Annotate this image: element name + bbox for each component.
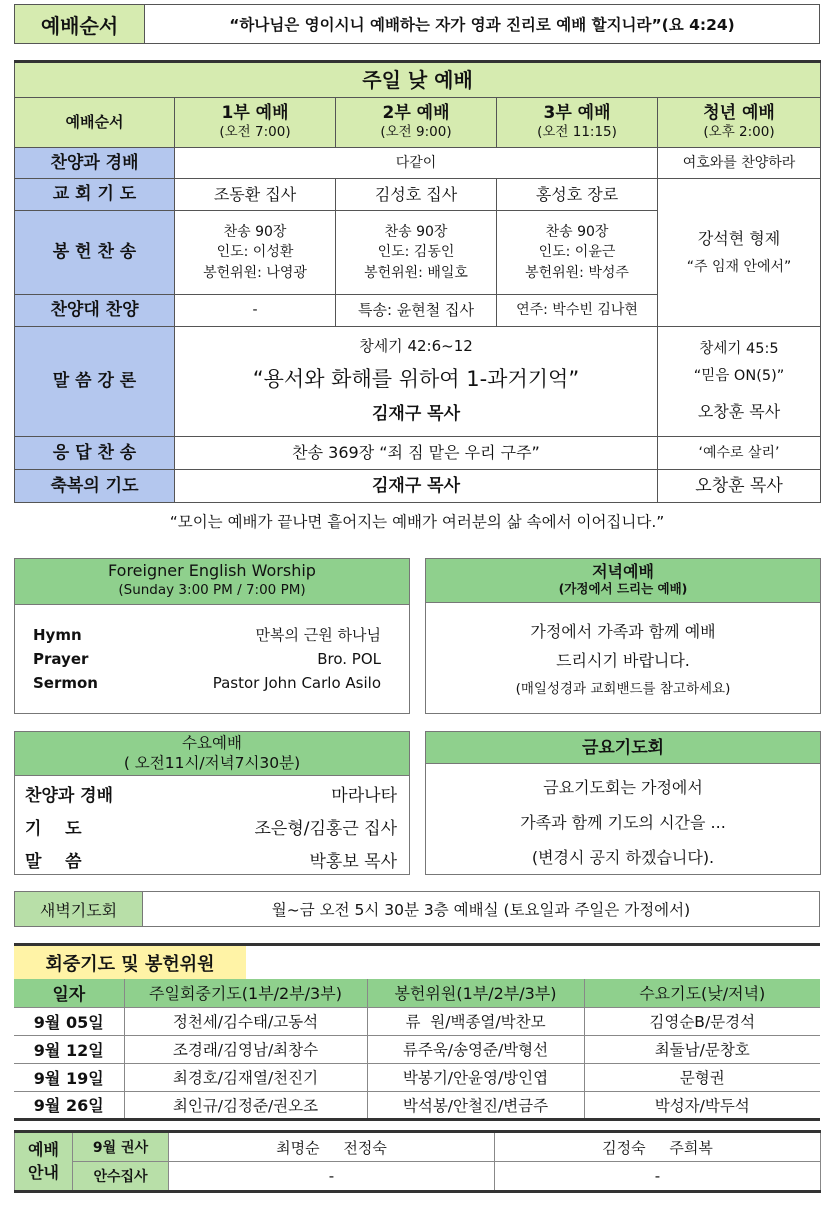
header-offering: 봉헌위원(1부/2부/3부): [367, 979, 584, 1007]
table-row: 9월 12일 조경래/김영남/최창수 류주욱/송영준/박형선 최둘남/문창호: [14, 1035, 820, 1063]
service-header-youth: 청년 예배 (오후 2:00): [658, 98, 821, 148]
blessing-youth: 오창훈 목사: [658, 470, 821, 503]
header-label: 예배순서: [15, 5, 145, 43]
sermon-main: [175, 327, 658, 437]
wednesday-worship-title: 수요예배: [182, 734, 242, 752]
english-item-hymn: Hymn 만복의 근원 하나님: [33, 626, 381, 644]
offering-youth: 강석현 형제 “주 임재 안에서”: [658, 179, 821, 327]
choir-service-3: 연주: 박수빈 김나현: [497, 295, 658, 327]
evening-worship-box: [425, 558, 821, 714]
praise-main: 다같이: [175, 148, 658, 179]
guide-row1-a: 최명순 전정숙: [169, 1132, 495, 1162]
offering-service-1: 찬송 90장 인도: 이성환 봉헌위원: 나영광: [175, 211, 336, 295]
evening-worship-header: [426, 559, 820, 603]
closing-quote: “모이는 예배가 끝나면 흩어지는 예배가 여러분의 삶 속에서 이어집니다.”: [169, 513, 665, 531]
friday-prayer-title: 금요기도회: [426, 732, 820, 764]
sermon-title: “용서와 화해를 위하여 1-과거기억”: [252, 366, 580, 391]
praise-youth: 여호와를 찬양하라: [658, 148, 821, 179]
evening-worship-title: 저녁예배: [592, 562, 654, 581]
english-item-prayer: Prayer Bro. POL: [33, 650, 381, 668]
english-worship-title: Foreigner English Worship: [108, 561, 316, 580]
sunday-service-table: [14, 60, 821, 503]
worship-guide-label: 예배 안내: [15, 1132, 73, 1192]
prayer-service-3: 홍성호 장로: [497, 179, 658, 211]
wednesday-item-praise: 찬양과 경배 마라나타: [25, 786, 397, 806]
evening-line-3: (매일성경과 교회밴드를 참고하세요): [515, 681, 731, 697]
response-youth: ‘예수로 살리’: [658, 437, 821, 470]
friday-line-1: 금요기도회는 가정에서: [543, 778, 703, 797]
evening-line-2: 드리시기 바랍니다.: [556, 651, 690, 670]
prayer-service-2: 김성호 집사: [336, 179, 497, 211]
header-sunday-prayer: 주일회중기도(1부/2부/3부): [124, 979, 367, 1007]
sermon-preacher: 김재구 목사: [371, 404, 461, 425]
table-row: 9월 26일 최인규/김정준/권오조 박석봉/안철진/변금주 박성자/박두석: [14, 1091, 820, 1119]
offering-service-3: 찬송 90장 인도: 이윤근 봉헌위원: 박성주: [497, 211, 658, 295]
prayer-section-title: 회중기도 및 봉헌위원: [14, 946, 246, 979]
table-row: 9월 05일 정천세/김수태/고동석 류 원/백종열/박찬모 김영순B/문경석: [14, 1007, 820, 1035]
offering-service-2: 찬송 90장 인도: 김동인 봉헌위원: 배일호: [336, 211, 497, 295]
header-verse: “하나님은 영이시니 예배하는 자가 영과 진리로 예배 할지니라”(요 4:24): [229, 16, 735, 34]
sunday-title: 주일 낮 예배: [15, 62, 821, 98]
friday-line-3: (변경시 공지 하겠습니다).: [531, 848, 715, 867]
prayer-committee-table: [14, 979, 820, 1121]
evening-worship-subtitle: (가정에서 드리는 예배): [558, 581, 688, 597]
guide-row2-label: 안수집사: [73, 1162, 169, 1192]
friday-prayer-box: [425, 731, 821, 875]
evening-line-1: 가정에서 가족과 함께 예배: [530, 622, 716, 641]
row-label-praise: 찬양과 경배: [15, 148, 175, 179]
blessing-main: 김재구 목사: [175, 470, 658, 503]
dawn-prayer-text: 월~금 오전 5시 30분 3층 예배실 (토요일과 주일은 가정에서): [271, 901, 691, 919]
dawn-prayer-label: 새벽기도회: [15, 892, 143, 926]
guide-row1-label: 9월 권사: [73, 1132, 169, 1162]
worship-guide-table: [14, 1130, 821, 1193]
wednesday-item-prayer: 기 도 조은형/김홍근 집사: [25, 819, 397, 839]
dawn-prayer-bar: [14, 891, 820, 927]
prayer-section-header: [14, 943, 820, 979]
friday-line-2: 가족과 함께 기도의 시간을 ...: [520, 813, 726, 832]
guide-row2-a: -: [169, 1162, 495, 1192]
response-main: 찬송 369장 “죄 짐 맡은 우리 구주”: [175, 437, 658, 470]
choir-service-2: 특송: 윤현철 집사: [336, 295, 497, 327]
row-label-choir: 찬양대 찬양: [15, 295, 175, 327]
row-label-blessing: 축복의 기도: [15, 470, 175, 503]
service-header-1: 1부 예배 (오전 7:00): [175, 98, 336, 148]
wednesday-worship-header: [15, 732, 409, 776]
sermon-youth: 창세기 45:5 “믿음 ON(5)” 오창훈 목사: [658, 327, 821, 437]
wednesday-worship-time: ( 오전11시/저녁7시30분): [123, 754, 301, 773]
service-header-2: 2부 예배 (오전 9:00): [336, 98, 497, 148]
prayer-service-1: 조동환 집사: [175, 179, 336, 211]
header-wednesday-prayer: 수요기도(낮/저녁): [584, 979, 820, 1007]
header-bar: [14, 4, 820, 44]
guide-row1-b: 김정숙 주희복: [495, 1132, 821, 1162]
order-corner-label: 예배순서: [15, 98, 175, 148]
row-label-sermon: 말 씀 강 론: [15, 327, 175, 437]
table-row: 9월 19일 최경호/김재열/천진기 박봉기/안윤영/방인엽 문형권: [14, 1063, 820, 1091]
english-item-sermon: Sermon Pastor John Carlo Asilo: [33, 674, 381, 692]
english-worship-header: [15, 559, 409, 605]
header-date: 일자: [14, 979, 124, 1007]
service-header-3: 3부 예배 (오전 11:15): [497, 98, 658, 148]
table-header-row: [14, 979, 820, 1007]
guide-row2-b: -: [495, 1162, 821, 1192]
english-worship-time: (Sunday 3:00 PM / 7:00 PM): [118, 581, 306, 598]
row-label-response: 응 답 찬 송: [15, 437, 175, 470]
row-label-prayer: 교 회 기 도: [15, 179, 175, 211]
wednesday-worship-box: [14, 731, 410, 875]
sermon-reference: 창세기 42:6~12: [359, 337, 473, 356]
row-label-offering: 봉 헌 찬 송: [15, 211, 175, 295]
english-worship-box: [14, 558, 410, 714]
choir-service-1: -: [175, 295, 336, 327]
wednesday-item-sermon: 말 씀 박홍보 목사: [25, 852, 397, 872]
